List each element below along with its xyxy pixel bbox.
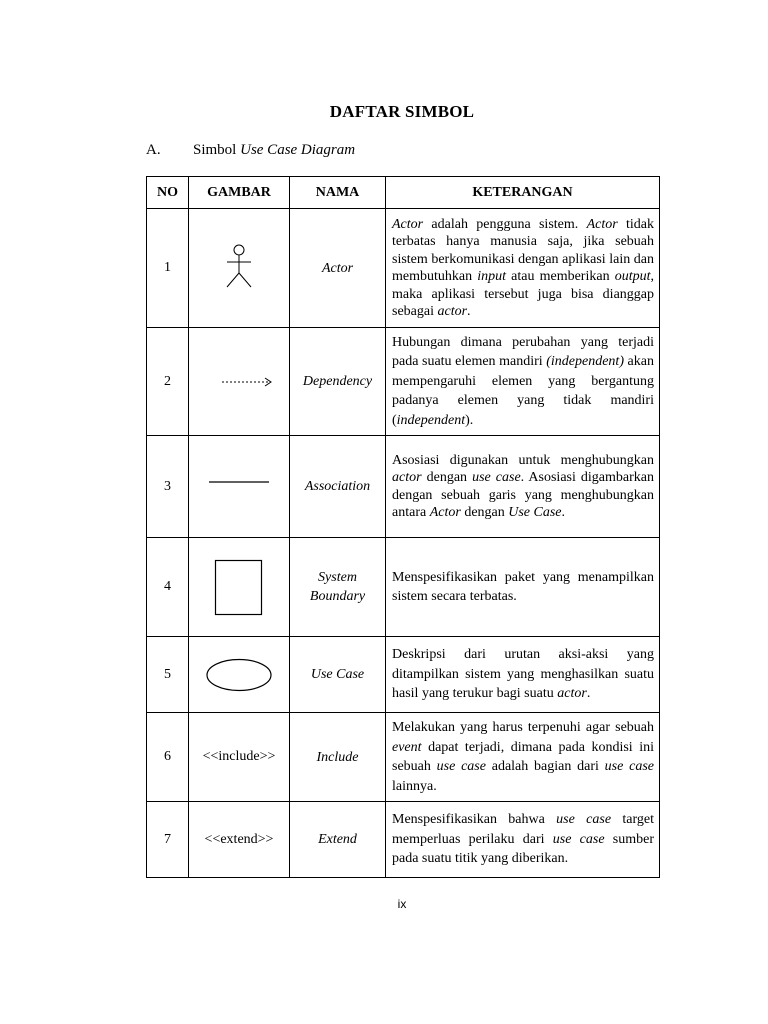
table-row: [147, 209, 660, 328]
row-symbol: [189, 209, 290, 328]
section-label-italic: Use Case Diagram: [240, 142, 356, 158]
row-no: 6: [147, 713, 189, 802]
row-no: 3: [147, 436, 189, 538]
row-desc: Actor adalah pengguna sistem. Actor tidak terbatas hanya manusia saja, jika sebuah sistem berkomunikasi dengan aplikasi lain dan membutuhkan input atau memberikan output, maka aplikasi tersebut juga bisa dianggap sebagai actor.: [386, 209, 660, 328]
row-name: Association: [290, 436, 386, 538]
row-symbol: [189, 538, 290, 637]
header-no: NO: [147, 177, 189, 209]
extend-stereotype-label: <<extend>>: [189, 802, 290, 878]
row-symbol: [189, 328, 290, 436]
row-name: Use Case: [290, 637, 386, 713]
symbol-table: [146, 176, 660, 878]
table-header-row: [147, 177, 660, 209]
section-letter: A.: [146, 142, 161, 158]
table-row: [147, 713, 660, 802]
row-no: 1: [147, 209, 189, 328]
row-name-line2: Boundary: [309, 589, 366, 604]
include-stereotype-label: <<include>>: [189, 713, 290, 802]
row-no: 2: [147, 328, 189, 436]
header-keterangan: KETERANGAN: [386, 177, 660, 209]
row-name: [290, 538, 386, 637]
actor-stick-figure-icon: [219, 243, 259, 293]
row-name-line1: System: [318, 570, 357, 585]
solid-line-icon: [208, 479, 270, 485]
header-gambar: GAMBAR: [189, 177, 290, 209]
page-title: DAFTAR SIMBOL: [329, 102, 475, 121]
row-desc: Deskripsi dari urutan aksi-aksi yang ditampilkan sistem yang menghasilkan suatu hasil yang terukur bagi suatu actor.: [386, 637, 660, 713]
header-nama: NAMA: [290, 177, 386, 209]
table-row: [147, 538, 660, 637]
section-label-prefix: Simbol: [193, 142, 241, 158]
row-no: 5: [147, 637, 189, 713]
table-row: [147, 436, 660, 538]
section-heading: [146, 142, 355, 159]
row-name: Dependency: [290, 328, 386, 436]
row-desc: Asosiasi digunakan untuk menghubungkan actor dengan use case. Asosiasi digambarkan dengan sebuah garis yang menghubungkan antara Actor dengan Use Case.: [386, 436, 660, 538]
table-row: [147, 328, 660, 436]
row-name: Include: [290, 713, 386, 802]
row-desc: Melakukan yang harus terpenuhi agar sebuah event dapat terjadi, dimana pada kondisi ini sebuah use case adalah bagian dari use case lainnya.: [386, 713, 660, 802]
table-row: [147, 637, 660, 713]
row-desc: Menspesifikasikan bahwa use case target memperluas perilaku dari use case sumber pada suatu titik yang diberikan.: [386, 802, 660, 878]
row-no: 4: [147, 538, 189, 637]
row-desc: Menspesifikasikan paket yang menampilkan sistem secara terbatas.: [386, 538, 660, 637]
row-desc: Hubungan dimana perubahan yang terjadi pada suatu elemen mandiri (independent) akan mempengaruhi elemen yang bergantung padanya elemen yang tidak mandiri (independent).: [386, 328, 660, 436]
row-name: Actor: [290, 209, 386, 328]
page-number: ix: [397, 897, 407, 911]
row-no: 7: [147, 802, 189, 878]
table-row: [147, 802, 660, 878]
dotted-arrow-icon: [221, 377, 275, 387]
row-name: Extend: [290, 802, 386, 878]
row-symbol: [189, 436, 290, 538]
rectangle-icon: [214, 559, 264, 616]
row-symbol: [189, 637, 290, 713]
ellipse-icon: [205, 657, 273, 693]
